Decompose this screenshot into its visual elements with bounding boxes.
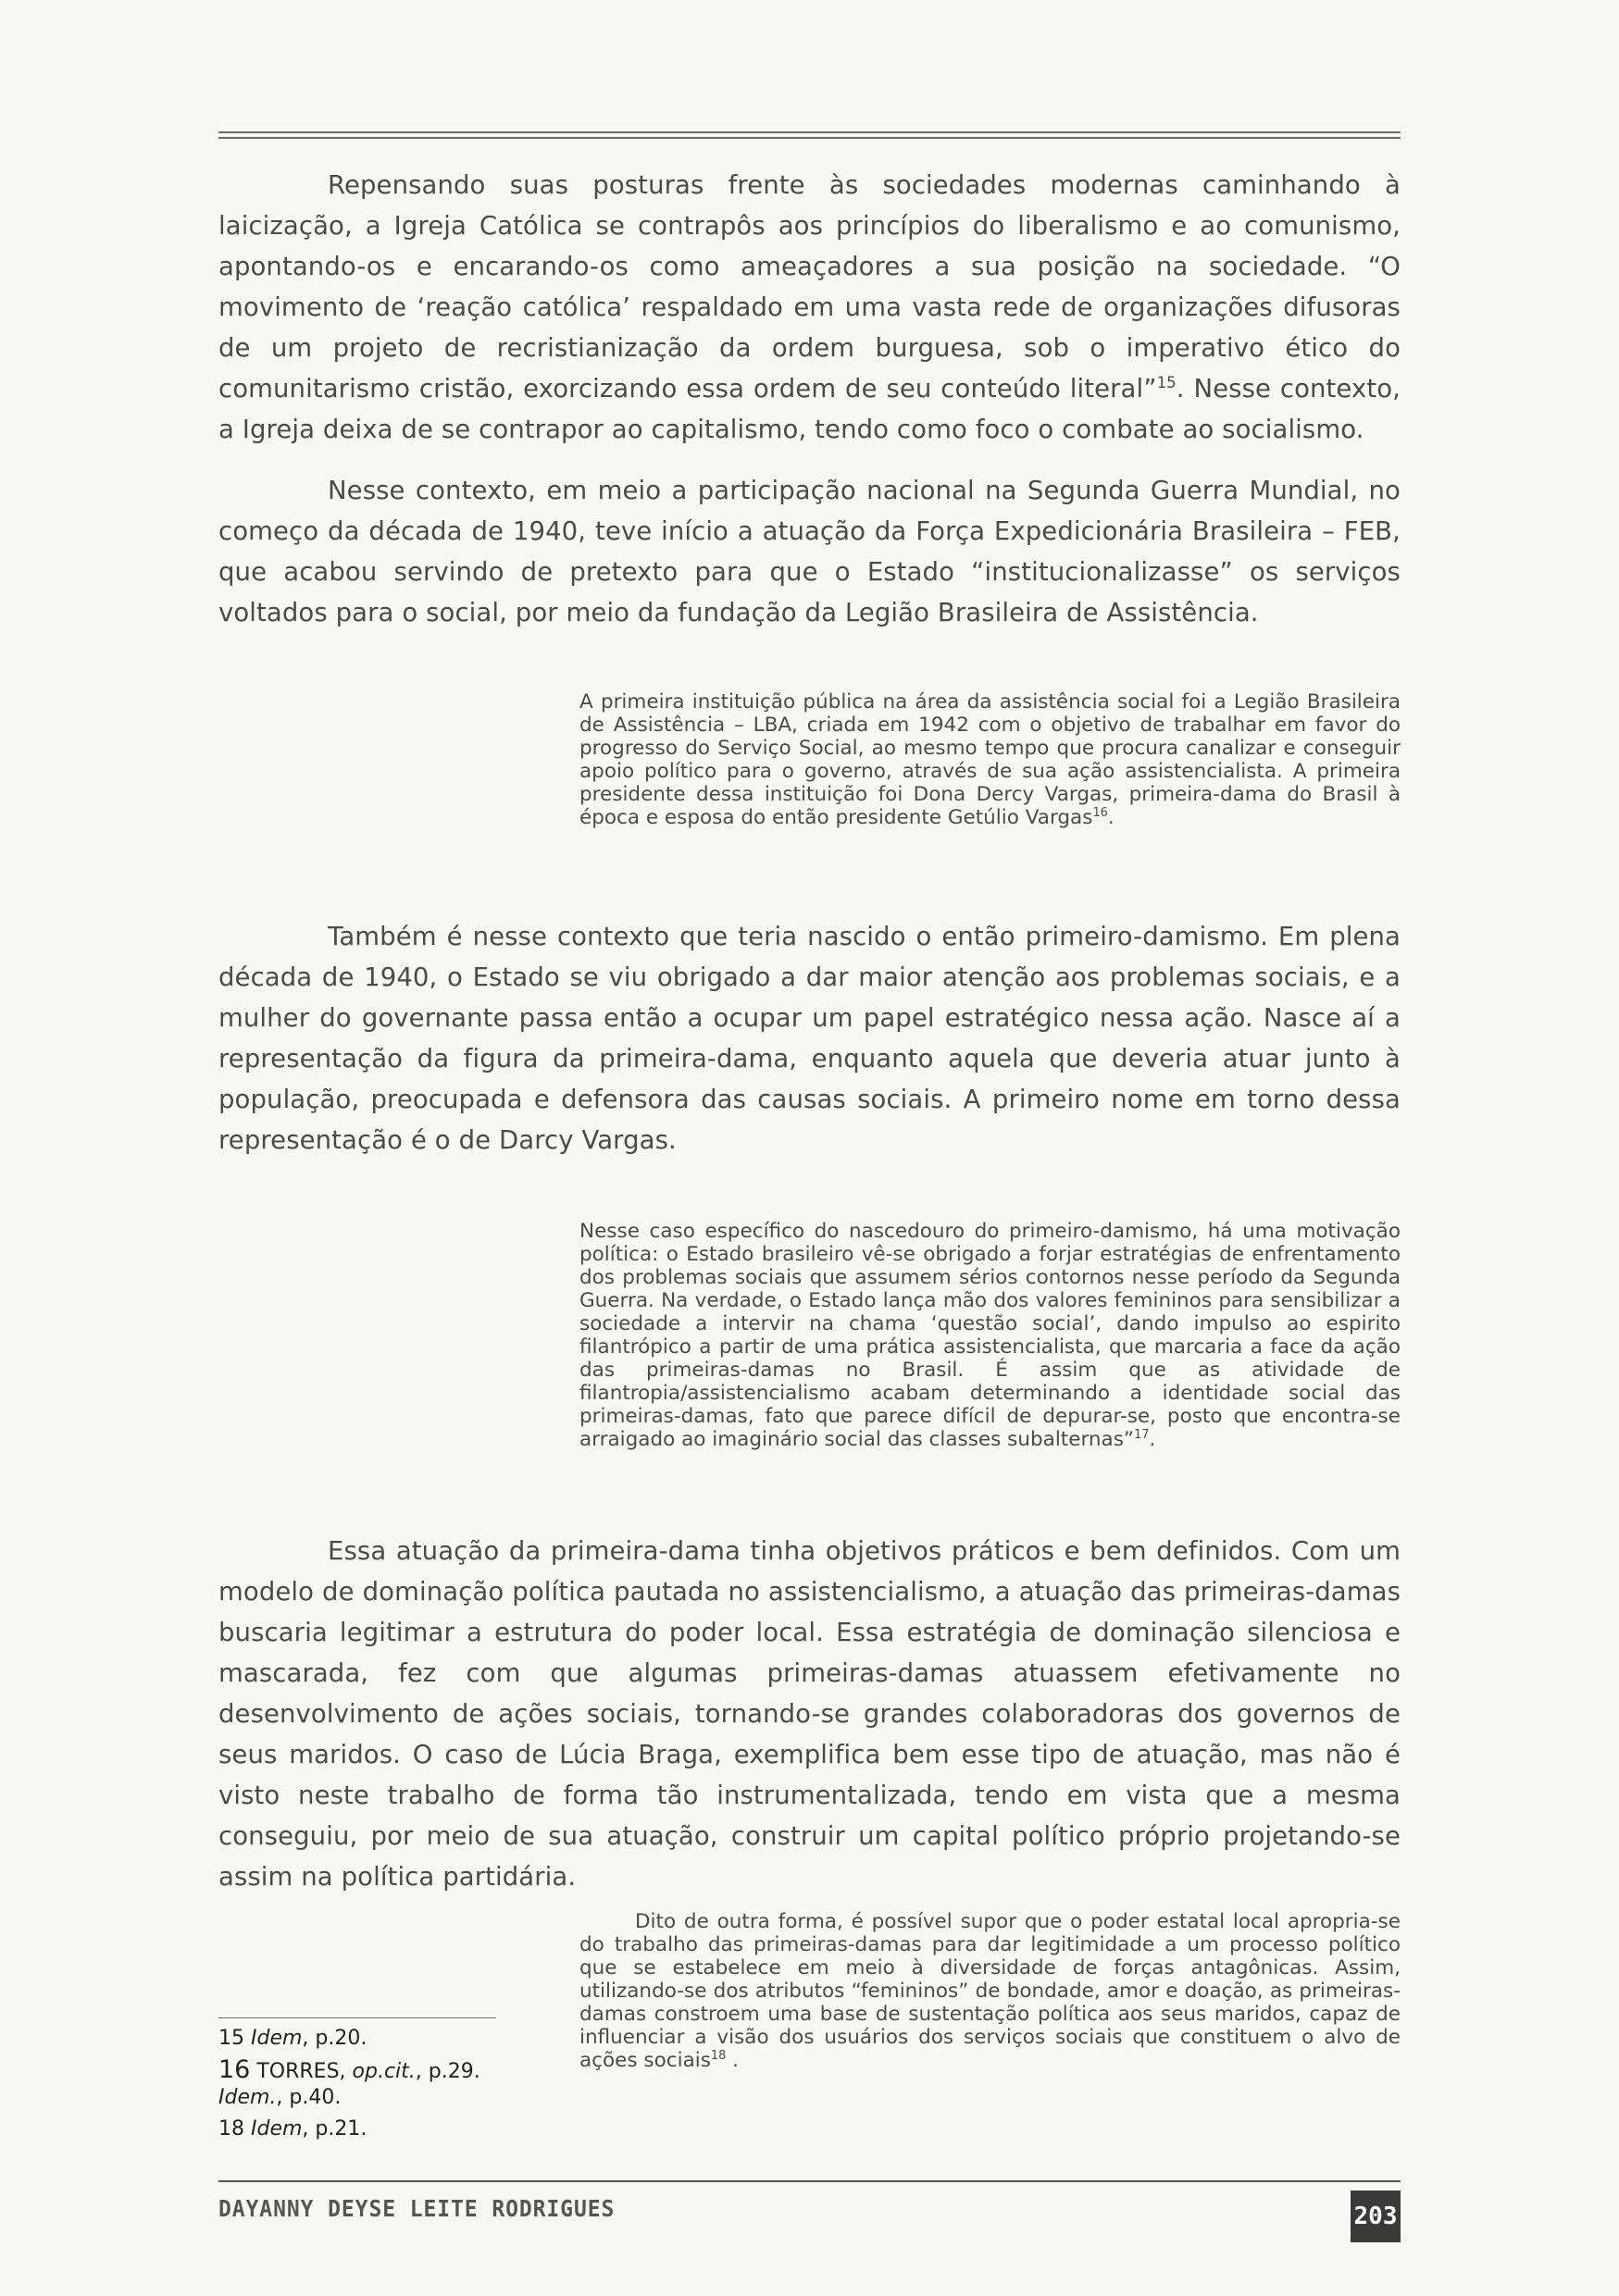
footnote-18: 18 Idem, p.21. xyxy=(218,2117,367,2141)
block-quote-1-text: A primeira instituição pública na área da assistência social foi a Legião Brasileira de Assistência – LBA, criada em 1942 com o objetivo de trabalhar em favor do progresso do Serviço Social, ao mesmo tempo que procura canalizar e conseguir apoio político para o governo, através de sua ação assistencialista. A primeira presidente dessa instituição foi Dona Dercy Vargas, primeira-dama do Brasil à época e esposa do então presidente Getúlio Vargas xyxy=(579,690,1401,829)
paragraph-1 xyxy=(218,165,1401,450)
footnote-ref-15[interactable]: 15 xyxy=(1156,373,1177,391)
block-quote-3-text: Dito de outra forma, é possível supor que o poder estatal local apropria-se do trabalho das primeiras-damas para dar legitimidade a um processo político que se estabelece em meio à diversidade de forças antagônicas. Assim, utilizando-se dos atributos “femininos” de bondade, amor e doação, as primeiras-damas constroem uma base de sustentação política aos seus maridos, capaz de influenciar a visão dos usuários dos serviços sociais que constituem o alvo de ações sociais xyxy=(579,1910,1401,2072)
page-body xyxy=(218,165,1401,2072)
block-quote-1: A primeira instituição pública na área da assistência social foi a Legião Brasileira de Assistência – LBA, criada em 1942 com o objetivo de trabalhar em favor do progresso do Serviço Social, ao mesmo tempo que procura canalizar e conseguir apoio político para o governo, através de sua ação assistencialista. A primeira presidente dessa instituição foi Dona Dercy Vargas, primeira-dama do Brasil à época e esposa do então presidente Getúlio Vargas$^{16}$. xyxy=(579,690,1401,829)
footer-author: DAYANNY DEYSE LEITE RODRIGUES xyxy=(218,2195,616,2222)
page-number: 203 xyxy=(1351,2191,1401,2242)
footnote-15: 15 Idem, p.20. xyxy=(218,2027,367,2050)
footer-rule xyxy=(218,2180,1401,2182)
paragraph-4: Essa atuação da primeira-dama tinha objetivos práticos e bem definidos. Com um modelo de dominação política pautada no assistencialismo, a atuação das primeiras-damas buscaria legitimar a estrutura do poder local. Essa estratégia de dominação silenciosa e mascarada, fez com que algumas primeiras-damas atuassem efetivamente no desenvolvimento de ações sociais, tornando-se grandes colaboradoras dos governos de seus maridos. O caso de Lúcia Braga, exemplifica bem esse tipo de atuação, mas não é visto neste trabalho de forma tão instrumentalizada, tendo em vista que a mesma conseguiu, por meio de sua atuação, construir um capital político próprio projetando-se assim na política partidária. xyxy=(218,1536,1401,1892)
paragraph-1-text: Repensando suas posturas frente às sociedades modernas caminhando à laicização, a Igreja Católica se contrapôs aos princípios do liberalismo e ao comunismo, apontando-os e encarando-os como ameaçadores a sua posição na sociedade. “O movimento de ‘reação católica’ respaldado em uma vasta rede de organizações difusoras de um projeto de recristianização da ordem burguesa, sob o imperativo ético do comunitarismo cristão, exorcizando essa ordem de seu conteúdo literal” xyxy=(218,170,1401,403)
paragraph-1-tail: . Nesse contexto, a Igreja deixa de se contrapor ao capitalismo, tendo como foco o combate ao socialismo. xyxy=(218,374,1401,444)
footnote-separator xyxy=(218,2017,496,2018)
footnote-ref-17[interactable]: 17 xyxy=(1134,1427,1150,1442)
block-quote-3: Dito de outra forma, é possível supor que o poder estatal local apropria-se do trabalho das primeiras-damas para dar legitimidade a um processo político que se estabelece em meio à diversidade de forças antagônicas. Assim, utilizando-se dos atributos “femininos” de bondade, amor e doação, as primeiras-damas constroem uma base de sustentação política aos seus maridos, capaz de influenciar a visão dos usuários dos serviços sociais que constituem o alvo de ações sociais$^{18}$ . xyxy=(579,1910,1401,2072)
footnote-ref-18[interactable]: 18 xyxy=(710,2048,727,2063)
block-quote-2: Nesse caso específico do nascedouro do primeiro-damismo, há uma motivação política: o Estado brasileiro vê-se obrigado a forjar estratégias de enfrentamento dos problemas sociais que assumem sérios contornos nesse período da Segunda Guerra. Na verdade, o Estado lança mão dos valores femininos para sensibilizar a sociedade a intervir na chama ‘questão social’, dando impulso ao espirito filantrópico a partir de uma prática assistencialista, que marcaria a face da ação das primeiras-damas no Brasil. É assim que as atividade de filantropia/assistencialismo acabam determinando a identidade social das primeiras-damas, fato que parece difícil de depurar-se, posto que encontra-se arraigado ao imaginário social das classes subalternas”$^{17}$. xyxy=(579,1220,1401,1451)
paragraph-3: Também é nesse contexto que teria nascido o então primeiro-damismo. Em plena década de 1940, o Estado se viu obrigado a dar maior atenção aos problemas sociais, e a mulher do governante passa então a ocupar um papel estratégico nessa ação. Nasce aí a representação da figura da primeira-dama, enquanto aquela que deveria atuar junto à população, preocupada e defensora das causas sociais. A primeiro nome em torno dessa representação é o de Darcy Vargas. xyxy=(218,922,1401,1155)
block-quote-2-text: Nesse caso específico do nascedouro do primeiro-damismo, há uma motivação política: o Estado brasileiro vê-se obrigado a forjar estratégias de enfrentamento dos problemas sociais que assumem sérios contornos nesse período da Segunda Guerra. Na verdade, o Estado lança mão dos valores femininos para sensibilizar a sociedade a intervir na chama ‘questão social’, dando impulso ao espirito filantrópico a partir de uma prática assistencialista, que marcaria a face da ação das primeiras-damas no Brasil. É assim que as atividade de filantropia/assistencialismo acabam determinando a identidade social das primeiras-damas, fato que parece difícil de depurar-se, posto que encontra-se arraigado ao imaginário social das classes subalternas” xyxy=(579,1220,1401,1451)
footnote-16: 16 TORRES, op.cit., p.29. xyxy=(218,2055,480,2084)
footnote-17: Idem., p.40. xyxy=(218,2086,342,2109)
paragraph-2: Nesse contexto, em meio a participação nacional na Segunda Guerra Mundial, no começo da década de 1940, teve início a atuação da Força Expedicionária Brasileira – FEB, que acabou servindo de pretexto para que o Estado “institucionalizasse” os serviços voltados para o social, por meio da fundação da Legião Brasileira de Assistência. xyxy=(218,476,1401,627)
footnotes xyxy=(218,2023,480,2145)
footnote-ref-16[interactable]: 16 xyxy=(1092,805,1108,820)
header-double-rule xyxy=(218,131,1401,139)
